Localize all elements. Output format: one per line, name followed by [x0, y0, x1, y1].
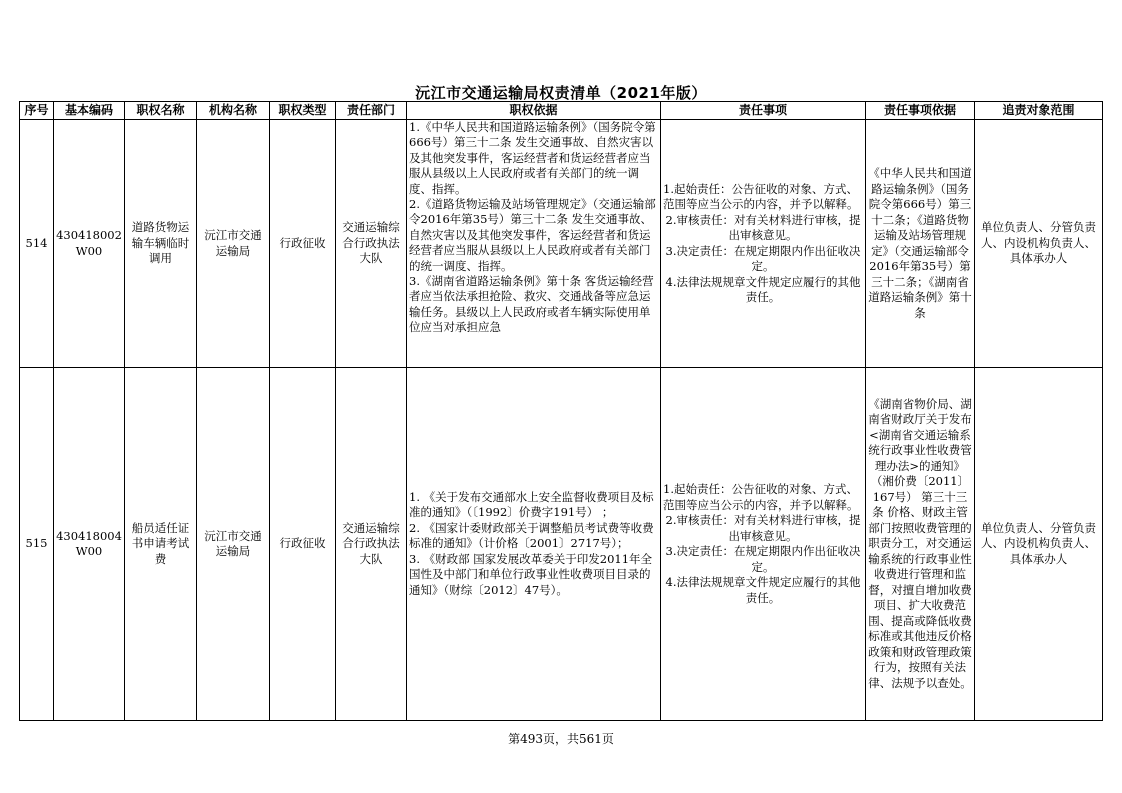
duty-line: 4.法律法规规章文件规定应履行的其他责任。	[665, 575, 861, 605]
header-duty-basis: 责任事项依据	[866, 102, 975, 120]
duty-line: 2.审核责任：对有关材料进行审核，提出审核意见。	[665, 212, 861, 242]
header-name: 职权名称	[125, 102, 197, 120]
cell-duty-basis: 《湖南省物价局、湖南省财政厅关于发布<湖南省交通运输系统行政事业性收费管理办法>的通知》（湘价费〔2011〕167号） 第三十三条 价格、财政主管部门按照收费管理的职责分工，对交通运输系统的行政事业性收费进行管理和监督，对擅自增加收费项目、扩大收费范围、提高或降低收费标准或其他违反价格政策和财政管理政策行为，按照有关法律、法规予以查处。	[866, 368, 975, 721]
cell-type: 行政征收	[270, 120, 336, 368]
header-code: 基本编码	[54, 102, 125, 120]
page-title: 沅江市交通运输局权责清单（2021年版）	[415, 84, 707, 102]
cell-type: 行政征收	[270, 368, 336, 721]
header-scope: 追责对象范围	[975, 102, 1103, 120]
cell-name: 道路货物运输车辆临时调用	[125, 120, 197, 368]
cell-duty	[661, 368, 866, 721]
duty-line: 4.法律法规规章文件规定应履行的其他责任。	[665, 274, 861, 304]
cell-name: 船员适任证书申请考试费	[125, 368, 197, 721]
cell-basis: 1. 《关于发布交通部水上安全监督收费项目及标准的通知》（〔1992〕价费字191号） ； 2. 《国家计委财政部关于调整船员考试费等收费标准的通知》（计价格〔2001〕2717号）； 3. 《财政部 国家发展改革委关于印发2011年全国性及中部门和单位行政事业性收费项目目录的通知》（财综〔2012〕47号）。	[407, 368, 661, 721]
header-org: 机构名称	[197, 102, 270, 120]
cell-org: 沅江市交通运输局	[197, 368, 270, 721]
duty-line: 3.决定责任：在规定期限内作出征收决定。	[665, 544, 861, 574]
header-dept: 责任部门	[336, 102, 407, 120]
duty-line: 3.决定责任：在规定期限内作出征收决定。	[665, 243, 861, 273]
duty-line: 1.起始责任：公告征收的对象、方式、范围等应当公示的内容，并予以解释。	[663, 181, 859, 211]
cell-scope: 单位负责人、分管负责人、内设机构负责人、具体承办人	[975, 368, 1103, 721]
cell-dept: 交通运输综合行政执法大队	[336, 368, 407, 721]
header-duty: 责任事项	[661, 102, 866, 120]
cell-org: 沅江市交通运输局	[197, 120, 270, 368]
cell-duty	[661, 120, 866, 368]
cell-scope: 单位负责人、分管负责人、内设机构负责人、具体承办人	[975, 120, 1103, 368]
cell-code: 430418004W00	[54, 368, 125, 721]
responsibility-table	[19, 101, 1103, 721]
table-row	[20, 120, 1103, 368]
header-seq: 序号	[20, 102, 54, 120]
cell-basis: 1.《中华人民共和国道路运输条例》（国务院令第666号）第三十二条 发生交通事故、自然灾害以及其他突发事件，客运经营者和货运经营者应当服从县级以上人民政府或者有关部门的统一调度、指挥。 2.《道路货物运输及站场管理规定》（交通运输部令2016年第35号）第三十二条 发生交通事故、自然灾害以及其他突发事件，客运经营者和货运经营者应当服从县级以上人民政府或者有关部门的统一调度、指挥。 3.《湖南省道路运输条例》第十条 客货运输经营者应当依法承担抢险、救灾、交通战备等应急运输任务。县级以上人民政府或者车辆实际使用单位应当对承担应急	[407, 120, 661, 368]
cell-duty-basis: 《中华人民共和国道路运输条例》（国务院令第666号）第三十二条；《道路货物运输及站场管理规定》（交通运输部令2016年第35号）第三十二条；《湖南省道路运输条例》第十条	[866, 120, 975, 368]
cell-code: 430418002W00	[54, 120, 125, 368]
header-type: 职权类型	[270, 102, 336, 120]
cell-dept: 交通运输综合行政执法大队	[336, 120, 407, 368]
header-row	[20, 102, 1103, 120]
duty-line: 2.审核责任：对有关材料进行审核，提出审核意见。	[665, 513, 861, 543]
duty-line: 1.起始责任：公告征收的对象、方式、范围等应当公示的内容，并予以解释。	[663, 482, 859, 512]
page-number: 第493页，共561页	[508, 732, 614, 746]
table-row	[20, 368, 1103, 721]
cell-seq: 514	[20, 120, 54, 368]
header-basis: 职权依据	[407, 102, 661, 120]
cell-seq: 515	[20, 368, 54, 721]
